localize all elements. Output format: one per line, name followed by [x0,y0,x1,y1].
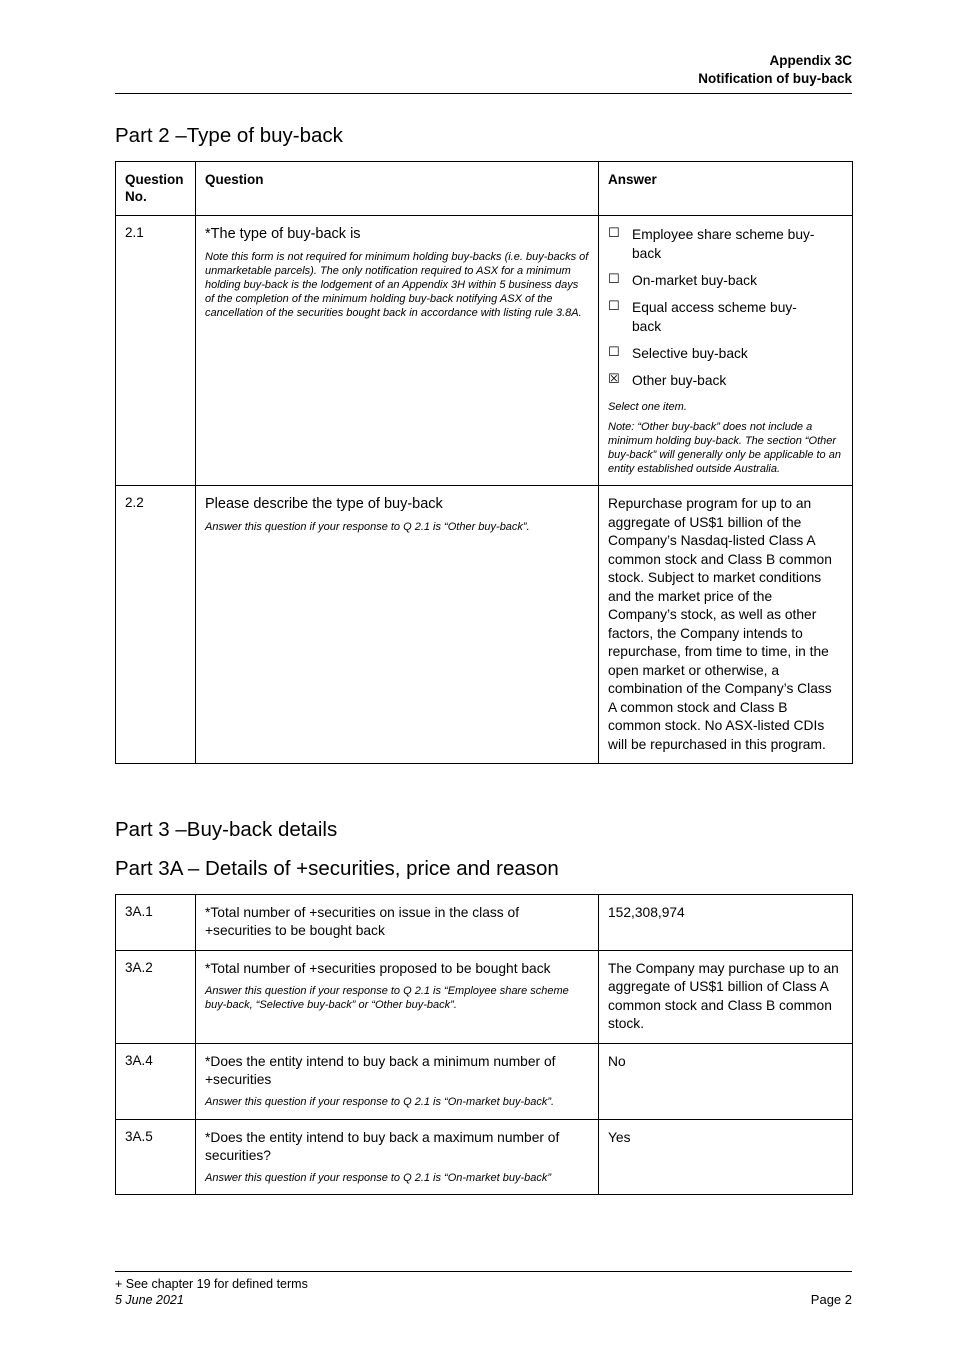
question-text-2-1: *The type of buy-back is [205,225,361,242]
checkbox-other-buy-back-checked-icon[interactable]: ☒ [608,371,620,387]
table-row-3a-1 [116,895,853,951]
part3a-heading: Part 3A – Details of +securities, price and reason [115,857,559,881]
question-text-2-2: Please describe the type of buy-back [205,496,443,513]
question-no-3a-5: 3A.5 [116,1119,196,1195]
header-rule [115,93,852,94]
column-header-question-no: Question No. [116,161,196,215]
option-other-buy-back-checked[interactable] [608,371,843,390]
answer-cell-2-1 [599,215,853,486]
answer-text-2-2: Repurchase program for up to an aggregate of US$1 billion of the Company’s Nasdaq-listed Class A common stock and Class B common stock. Subject to market conditions and the market price of the Company’s stock, as well as other factors, the Company intends to repurchase, from time to time, in the open market or otherwise, a combination of the Company’s Class A common stock and Class B common stock. No ASX-listed CDIs will be repurchased in this program. [608,496,832,752]
document-header [115,52,852,88]
question-text-3a-1: *Total number of +securities on issue in the class of +securities to be bought back [205,905,520,939]
part2-table [115,161,853,764]
question-cell-3a-5 [196,1119,599,1195]
question-note-3a-5: Answer this question if your response to Q 2.1 is “On-market buy-back” [205,1172,552,1185]
table-row-2-2 [116,486,853,764]
other-buy-back-note: Note: “Other buy-back” does not include a minimum holding buy-back. The section “Other buy-back” will generally only be applicable to an entity established outside Australia. [608,421,841,476]
checkbox-employee-share-scheme-icon[interactable]: ☐ [608,225,620,241]
column-header-question: Question [196,161,599,215]
part2-header-row [116,161,853,215]
part2-heading: Part 2 –Type of buy-back [115,123,343,147]
option-label-employee-share-scheme: Employee share scheme buy-back [632,226,815,261]
answer-cell-3a-1 [599,895,853,951]
question-cell-3a-4 [196,1043,599,1119]
question-note-3a-4: Answer this question if your response to Q 2.1 is “On-market buy-back”. [205,1096,555,1109]
table-row-3a-2 [116,950,853,1043]
answer-cell-3a-2 [599,950,853,1043]
question-text-3a-4: *Does the entity intend to buy back a minimum number of +securities [205,1053,556,1088]
part3a-table [115,894,853,1195]
checkbox-equal-access-icon[interactable]: ☐ [608,298,620,314]
option-label-selective: Selective buy-back [632,345,748,361]
question-note-2-2: Answer this question if your response to Q 2.1 is “Other buy-back”. [205,521,530,534]
select-one-item-note: Select one item. [608,400,687,413]
answer-text-3a-1: 152,308,974 [608,905,685,921]
defined-terms-note: + See chapter 19 for defined terms [115,1277,308,1291]
option-label-other-buy-back: Other buy-back [632,372,727,388]
question-no-3a-2: 3A.2 [116,950,196,1043]
question-note-3a-2: Answer this question if your response to Q 2.1 is “Employee share scheme buy-back, “Selective buy-back” or “Other buy-back”. [205,985,569,1012]
table-row-3a-5 [116,1119,853,1195]
question-cell-3a-1 [196,895,599,951]
question-cell-3a-2 [196,950,599,1043]
answer-text-3a-4: No [608,1053,626,1069]
option-employee-share-scheme-buy-back[interactable] [608,225,843,263]
question-no-3a-4: 3A.4 [116,1043,196,1119]
option-selective-buy-back[interactable] [608,344,843,363]
table-row-2-1 [116,215,853,486]
question-no-2-2: 2.2 [116,486,196,764]
option-label-equal-access: Equal access scheme buy-back [632,299,797,334]
question-text-3a-5: *Does the entity intend to buy back a maximum number of securities? [205,1129,560,1163]
answer-cell-3a-4 [599,1043,853,1119]
answer-cell-3a-5 [599,1119,853,1195]
option-on-market-buy-back[interactable] [608,271,843,290]
page-footer [115,1271,852,1307]
checkbox-on-market-icon[interactable]: ☐ [608,271,620,287]
question-note-2-1: Note this form is not required for minimum holding buy-backs (i.e. buy-backs of unmarketable parcels). The only notification required to ASX for a minimum holding buy-back is the lodgement of an Appendix 3H within 5 business days of the completion of the minimum holding buy-back notifying ASX of the cancellation of the securities bought back in accordance with listing rule 3.8A. [205,250,589,319]
option-label-on-market: On-market buy-back [632,272,757,288]
question-text-3a-2: *Total number of +securities proposed to be bought back [205,960,551,976]
option-equal-access-scheme-buy-back[interactable] [608,298,843,336]
footer-date: 5 June 2021 [115,1293,184,1307]
question-cell-2-2 [196,486,599,764]
table-row-3a-4 [116,1043,853,1119]
question-no-2-1: 2.1 [116,215,196,486]
column-header-answer: Answer [599,161,853,215]
question-no-3a-1: 3A.1 [116,895,196,951]
appendix-title: Appendix 3C [769,53,852,68]
footer-rule [115,1271,852,1272]
page-number: Page 2 [810,1292,852,1307]
answer-text-3a-5: Yes [608,1129,631,1145]
question-cell-2-1 [196,215,599,486]
answer-cell-2-2 [599,486,853,764]
checkbox-selective-icon[interactable]: ☐ [608,344,620,360]
document-subtitle: Notification of buy-back [698,70,852,86]
answer-text-3a-2: The Company may purchase up to an aggregate of US$1 billion of Class A common stock and Class B common stock. [608,960,839,1032]
part3-heading: Part 3 –Buy-back details [115,818,338,842]
